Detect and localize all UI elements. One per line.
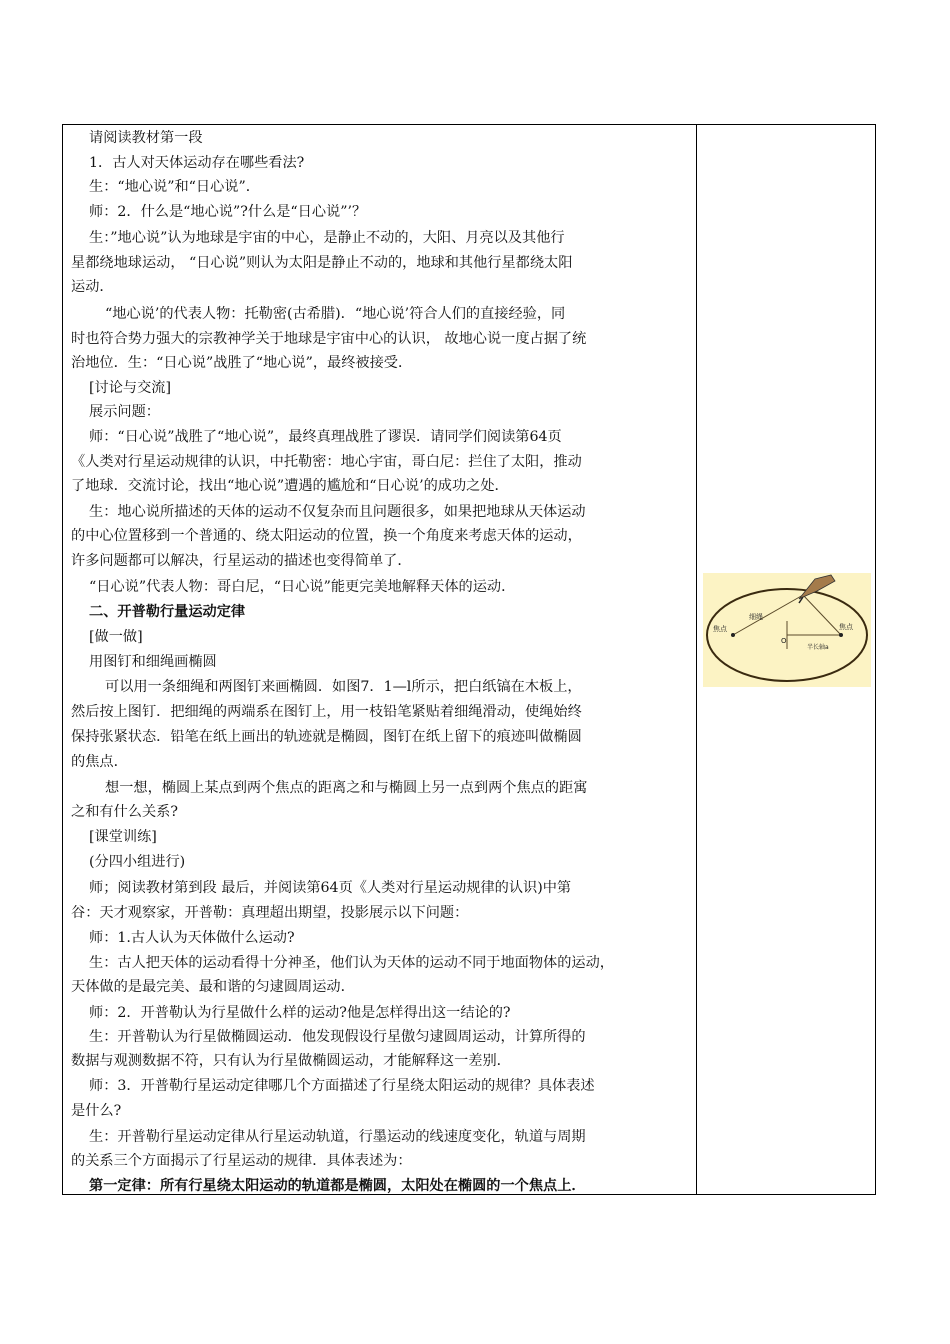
text-line: 数据与观测数据不符，只有认为行星做椭圆运动，才能解释这一差别． [71, 1053, 511, 1069]
text-line: 治地位．生：“日心说”战胜了“地心说”，最终被接受． [71, 355, 413, 371]
law-statement: 第一定律：所有行星绕太阳运动的轨道都是椭圆，太阳处在椭圆的一个焦点上． [89, 1178, 586, 1194]
text-line: 师：2．什么是“地心说”?什么是“日心说”’？ [89, 204, 367, 220]
label-focus-left: 焦点 [713, 625, 727, 633]
text-line: 请阅读教材第一段 [89, 130, 203, 146]
text-line: 师：“日心说”战胜了“地心说”，最终真理战胜了谬误．请同学们阅读第64页 [89, 429, 562, 445]
label-string: 细绳 [749, 613, 763, 621]
text-line: 的焦点． [71, 754, 128, 770]
text-line: 1．古人对天体运动存在哪些看法? [89, 155, 305, 171]
section-heading: 二、开普勒行量运动定律 [89, 604, 246, 620]
label-center: O [781, 637, 787, 645]
text-line: 《人类对行星运动规律的认识，中托勒密：地心宇宙，哥白尼：拦住了太阳，推动 [71, 454, 582, 470]
text-line: [做一做] [89, 629, 143, 645]
text-line: 是什么? [71, 1103, 122, 1119]
text-line: 生：开普勒行星运动定律从行星运动轨道，行墨运动的线速度变化，轨道与周期 [89, 1129, 586, 1145]
text-line: (分四小组进行) [89, 854, 186, 870]
text-line: 的关系三个方面揭示了行星运动的规律．具体表述为： [71, 1153, 412, 1169]
label-semi-major: 半长轴a [807, 644, 829, 651]
text-line: 许多问题都可以解决，行星运动的描述也变得简单了． [71, 553, 412, 569]
text-line: 想一想，椭圆上某点到两个焦点的距离之和与椭圆上另一点到两个焦点的距寓 [105, 780, 588, 796]
text-line: 生：地心说所描述的天体的运动不仅复杂而且问题很多，如果把地球从天体运动 [89, 504, 586, 520]
label-focus-right: 焦点 [839, 623, 853, 631]
text-line: 星都绕地球运动， “日心说”则认为太阳是静止不动的，地球和其他行星都绕太阳 [71, 255, 573, 271]
text-line: 师：2．开普勒认为行星做什么样的运动?他是怎样得出这一结论的? [89, 1005, 511, 1021]
text-line: 谷：天才观察家，开普勒：真理超出期望，投影展示以下问题： [71, 905, 469, 921]
text-line: 然后按上图钉．把细绳的两端系在图钉上，用一枝铅笔紧贴着细绳滑动，使绳始终 [71, 704, 582, 720]
text-line: 师；阅读教材第到段 最后，并阅读第64页《人类对行星运动规律的认识)中第 [89, 880, 572, 896]
text-line: 用图钉和细绳画椭圆 [89, 654, 217, 670]
text-line: 保持张紧状态．铅笔在纸上画出的轨迹就是椭圆，图钉在纸上留下的痕迹叫做椭圆 [71, 729, 582, 745]
text-line: 师：1.古人认为天体做什么运动? [89, 930, 295, 946]
text-line: 之和有什么关系? [71, 804, 178, 820]
text-line: [讨论与交流] [89, 380, 172, 396]
text-line: 可以用一条细绳和两图钉来画椭圆．如图7．1—l所示，把白纸镐在木板上， [105, 679, 582, 695]
ellipse-diagram [703, 573, 871, 687]
text-line: 运动． [71, 279, 114, 295]
text-line: 时也符合势力强大的宗教神学关于地球是宇宙中心的认识， 故地心说一度占据了统 [71, 331, 587, 347]
text-line: 生：开普勒认为行星做椭圆运动．他发现假设行星傲匀逮圆周运动，计算所得的 [89, 1029, 586, 1045]
text-line: 了地球．交流讨论，找出“地心说”遭遇的尴尬和“日心说’的成功之处． [71, 478, 509, 494]
focus-right-point [839, 633, 843, 637]
text-line: 的中心位置移到一个普通的、绕太阳运动的位置，换一个角度来考虑天体的运动， [71, 528, 582, 544]
column-divider [696, 125, 697, 1194]
text-line: 生：“地心说”和“日心说”． [89, 179, 260, 195]
ellipse-figure [703, 573, 871, 687]
text-line: 生：古人把天体的运动看得十分神圣，他们认为天体的运动不同于地面物体的运动， [89, 955, 614, 971]
lesson-table [62, 124, 876, 1195]
text-line: 展示问题： [89, 404, 160, 420]
text-line: “日心说”代表人物：哥白尼，“日心说”能更完美地解释天体的运动． [89, 579, 516, 595]
text-line: 天体做的是最完美、最和谐的匀逮圆周运动． [71, 979, 355, 995]
text-line: “地心说’的代表人物：托勒密(古希腊)．“地心说’符合人们的直接经验，同 [105, 306, 566, 322]
text-line: [课堂训练] [89, 829, 157, 845]
text-line: 师：3．开普勒行星运动定律哪几个方面描述了行星绕太阳运动的规律？具体表述 [89, 1078, 595, 1094]
focus-left-point [731, 633, 735, 637]
text-line: 生：”地心说”认为地球是宇宙的中心，是静止不动的，大阳、月亮以及其他行 [89, 230, 565, 246]
